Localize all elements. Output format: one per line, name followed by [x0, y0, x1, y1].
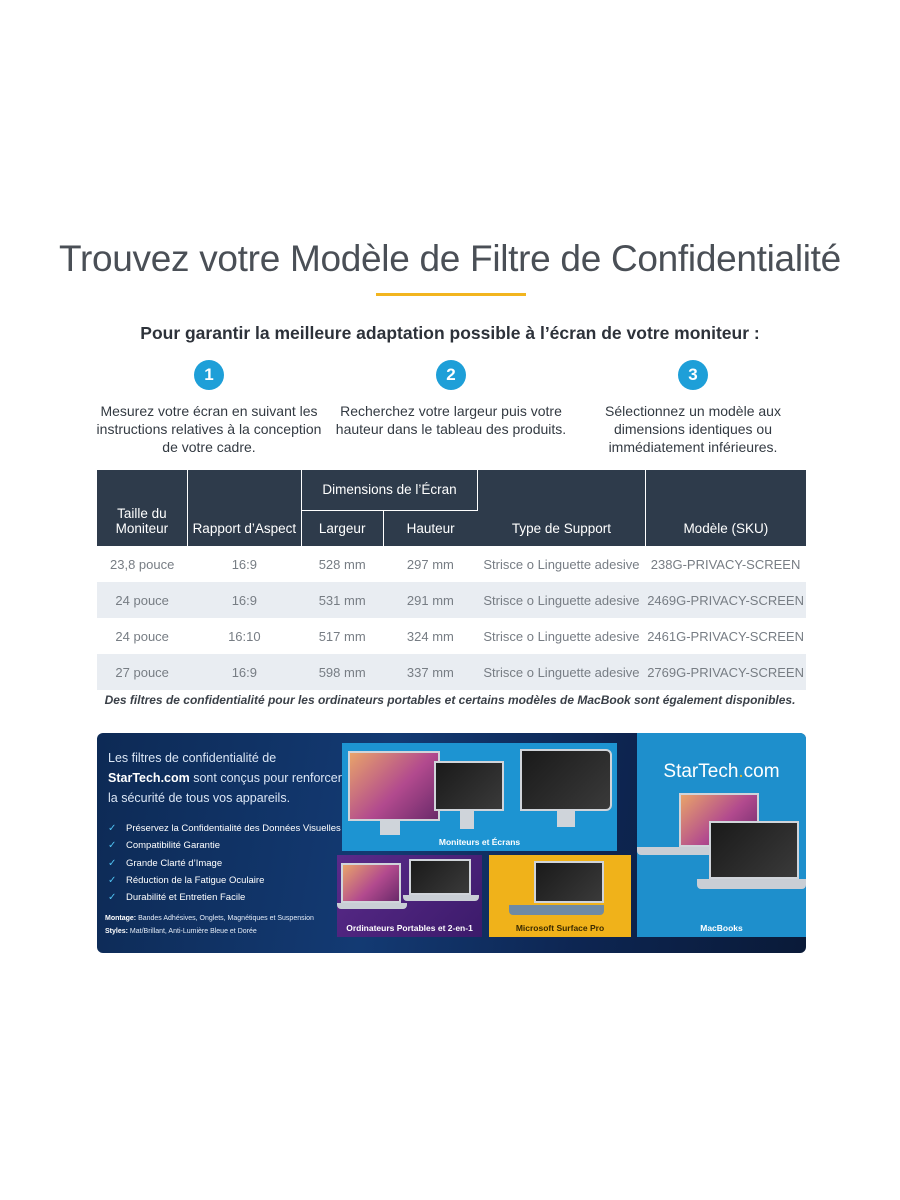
logo-dot: . — [738, 761, 744, 782]
cell-support: Strisce o Linguette adesive — [478, 654, 645, 690]
styles-label: Styles: — [105, 928, 128, 935]
cell-aspect: 16:9 — [187, 654, 301, 690]
monitor-image — [434, 761, 504, 811]
mount-label: Montage: — [105, 915, 137, 922]
check-icon: ✓ — [108, 823, 117, 835]
check-icon: ✓ — [108, 857, 117, 869]
mount-spec — [105, 915, 314, 922]
cell-width: 528 mm — [318, 556, 366, 572]
step-2 — [331, 360, 571, 438]
cell-size: 24 pouce — [97, 582, 187, 618]
monitors-panel — [342, 743, 617, 851]
cell-size: 27 pouce — [97, 654, 187, 690]
macbooks-panel — [637, 733, 806, 937]
list-item — [108, 872, 341, 889]
intro-brand: StarTech.com — [108, 771, 190, 785]
header-model: Modèle (SKU) — [645, 470, 806, 546]
intro-text-2: sont conçus pour renforcer la sécurité de tous vos appareils. — [108, 771, 342, 805]
monitor-image — [348, 751, 440, 821]
header-aspect: Rapport d’Aspect — [187, 470, 301, 546]
page-title: Trouvez votre Modèle de Filtre de Confidentialité — [59, 238, 841, 279]
feature-list — [108, 820, 341, 906]
list-item — [108, 820, 341, 837]
panel-label: Moniteurs et Écrans — [438, 837, 521, 847]
keyboard-cover — [509, 905, 604, 915]
panel-label: Microsoft Surface Pro — [515, 923, 605, 933]
styles-spec — [105, 928, 257, 935]
logo-text-tail: com — [743, 761, 780, 782]
step-text: Sélectionnez un modèle aux dimensions identiques ou immédiatement inférieures. — [605, 403, 781, 455]
panel-label: Ordinateurs Portables et 2-en-1 — [346, 923, 473, 933]
table-row — [97, 618, 806, 654]
step-3 — [573, 360, 813, 456]
cell-height: 337 mm — [383, 654, 478, 690]
subtitle: Pour garantir la meilleure adaptation possible à l’écran de votre moniteur : — [140, 323, 760, 343]
cell-model: 2469G-PRIVACY-SCREEN — [645, 582, 806, 618]
cell-support: Strisce o Linguette adesive — [483, 556, 640, 572]
step-number-badge: 1 — [194, 360, 224, 390]
cell-height: 324 mm — [406, 628, 454, 644]
laptop-base — [337, 903, 407, 909]
cell-height: 291 mm — [383, 582, 478, 618]
check-icon: ✓ — [108, 840, 117, 852]
cell-aspect: 16:9 — [187, 582, 301, 618]
cell-support: Strisce o Linguette adesive — [483, 628, 640, 644]
table-row — [97, 654, 806, 690]
macbook-base — [697, 879, 806, 889]
cell-aspect: 16:10 — [228, 628, 261, 644]
cell-model: 2769G-PRIVACY-SCREEN — [645, 654, 806, 690]
feature-text: Préservez la Confidentialité des Données Visuelles — [126, 823, 341, 835]
step-number-badge: 2 — [436, 360, 466, 390]
list-item — [108, 855, 341, 872]
startech-logo — [637, 761, 806, 783]
step-text: Recherchez votre largeur puis votre hauteur dans le tableau des produits. — [335, 403, 567, 437]
cell-size: 23,8 pouce — [110, 556, 175, 572]
mount-value: Bandes Adhésives, Onglets, Magnétiques et Suspension — [138, 915, 314, 922]
intro-text-1: Les filtres de confidentialité de — [108, 751, 277, 765]
header-size: Taille du Moniteur — [97, 470, 187, 546]
panel-label: MacBooks — [700, 923, 743, 933]
macbook-image — [709, 821, 799, 879]
banner-intro — [108, 748, 348, 808]
logo-text: StarTech — [663, 761, 739, 782]
list-item — [108, 889, 341, 906]
check-icon: ✓ — [108, 892, 117, 904]
header-height: Hauteur — [383, 510, 478, 546]
monitor-stand — [380, 821, 400, 835]
cell-model: 238G-PRIVACY-SCREEN — [650, 556, 801, 572]
promo-banner — [97, 733, 806, 953]
cell-height: 297 mm — [406, 556, 454, 572]
header-dimensions: Dimensions de l’Écran — [301, 470, 477, 510]
cell-support: Strisce o Linguette adesive — [478, 582, 645, 618]
cell-model: 2461G-PRIVACY-SCREEN — [647, 628, 804, 644]
laptop-base — [403, 895, 479, 901]
header-support: Type de Support — [478, 470, 645, 546]
header-width: Largeur — [301, 510, 383, 546]
check-icon: ✓ — [108, 875, 117, 887]
step-text: Mesurez votre écran en suivant les instructions relatives à la conception de votre cadre. — [96, 403, 322, 455]
monitor-stand — [460, 811, 474, 829]
feature-text: Compatibilité Garantie — [126, 840, 220, 852]
step-1 — [89, 360, 329, 456]
cell-width: 598 mm — [301, 654, 383, 690]
cell-width: 517 mm — [318, 628, 366, 644]
feature-text: Grande Clarté d’Image — [126, 857, 223, 869]
feature-text: Durabilité et Entretien Facile — [126, 892, 246, 904]
model-table — [97, 470, 806, 690]
step-number-badge: 3 — [678, 360, 708, 390]
title-underline — [376, 293, 526, 296]
table-row — [97, 582, 806, 618]
availability-note: Des filtres de confidentialité pour les ordinateurs portables et certains modèles de MacBook sont également disponibles. — [104, 693, 796, 707]
laptops-panel — [337, 855, 482, 937]
laptop-image — [341, 863, 401, 903]
monitor-stand — [557, 811, 575, 827]
laptop-image — [409, 859, 471, 895]
feature-text: Réduction de la Fatigue Oculaire — [126, 875, 265, 887]
styles-value: Mat/Brillant, Anti-Lumière Bleue et Dorée — [129, 928, 257, 935]
list-item — [108, 837, 341, 854]
cell-width: 531 mm — [301, 582, 383, 618]
cell-size: 24 pouce — [115, 628, 169, 644]
cell-aspect: 16:9 — [231, 556, 257, 572]
surface-panel — [489, 855, 631, 937]
tablet-image — [534, 861, 604, 903]
table-row — [97, 546, 806, 582]
monitor-image — [520, 749, 612, 811]
